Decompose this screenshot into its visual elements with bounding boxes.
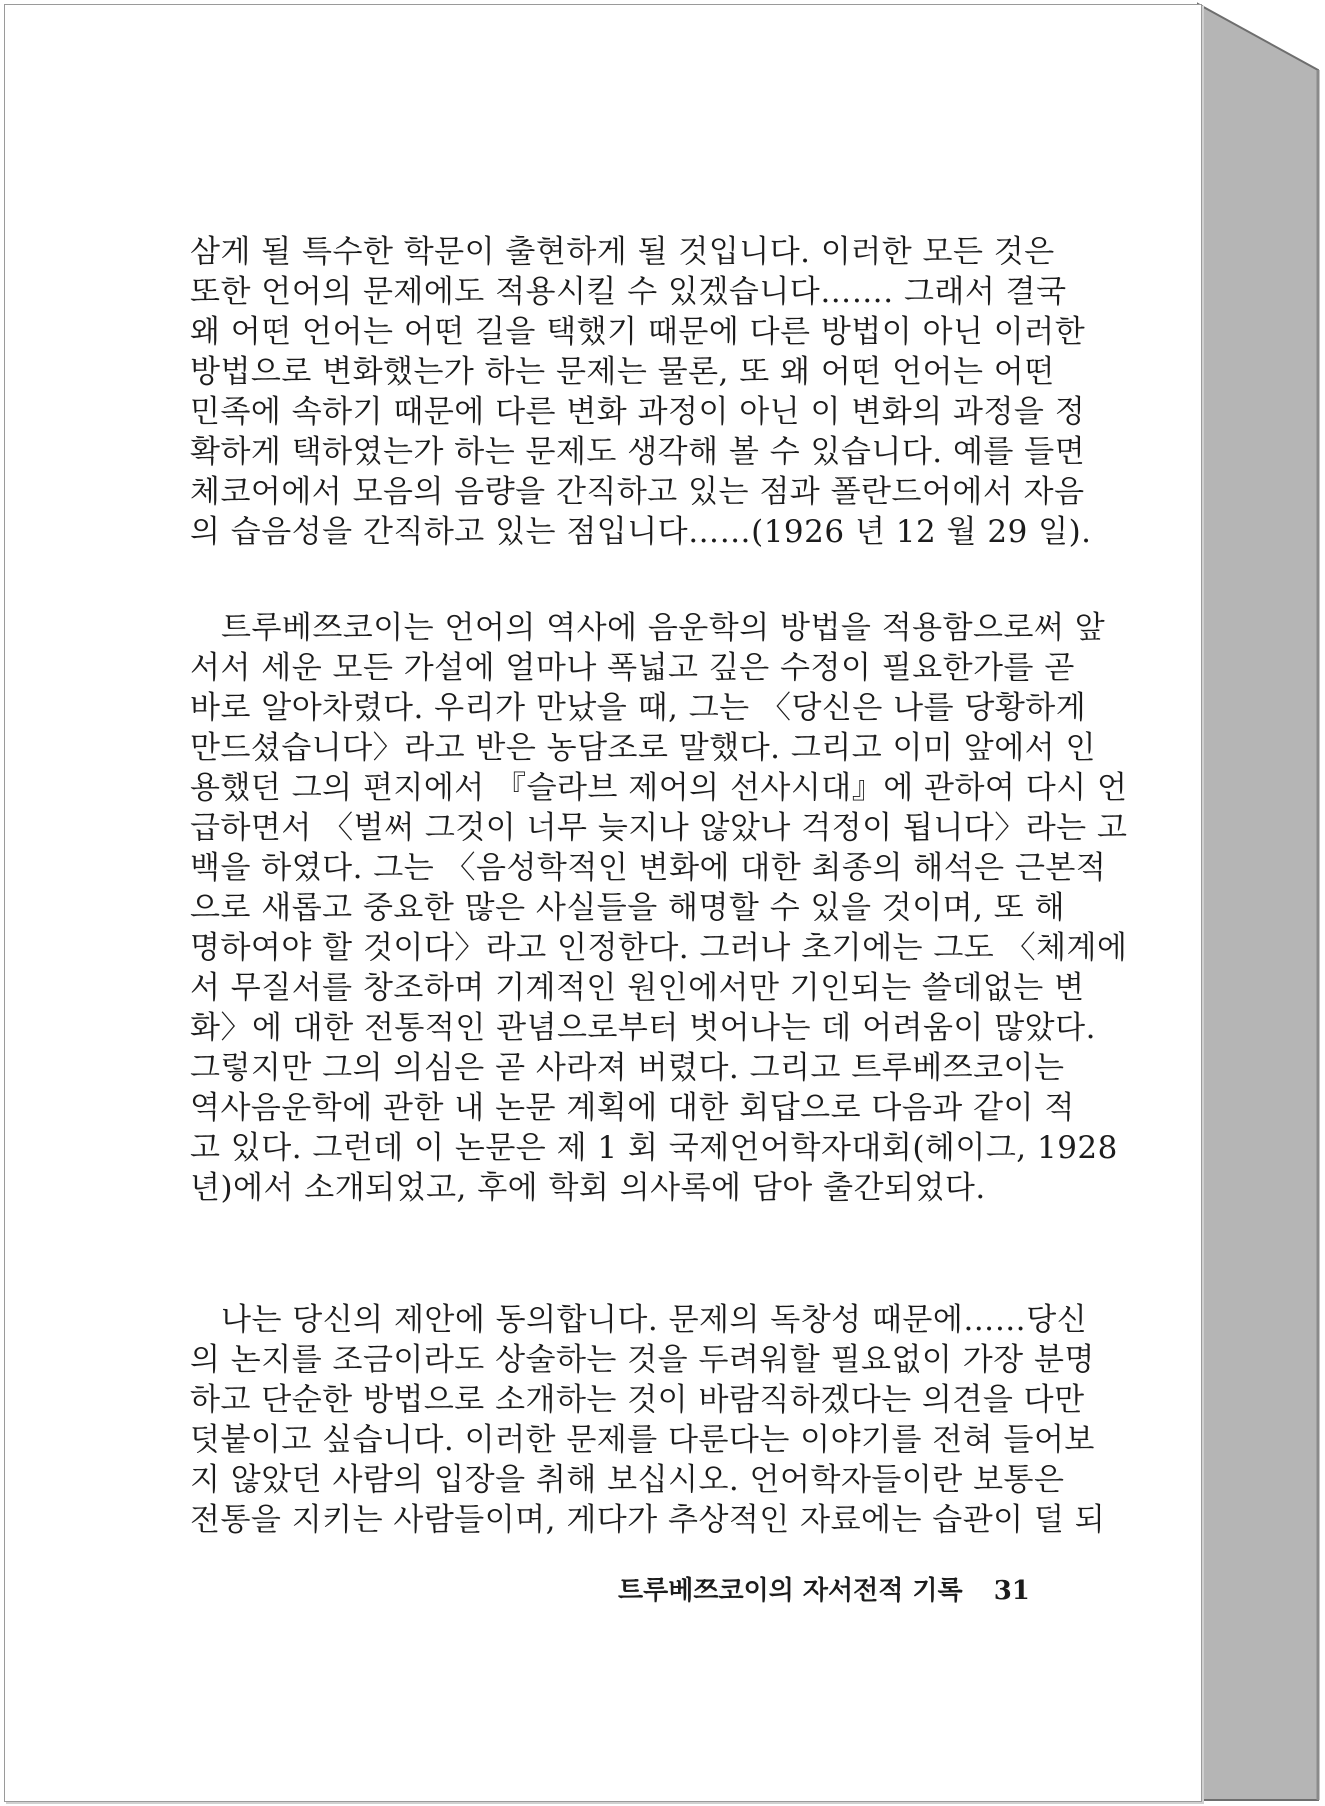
text-line: 트루베쯔코이는 언어의 역사에 음운학의 방법을 적용함으로써 앞 bbox=[221, 610, 1106, 646]
text-line: 바로 알아차렸다. 우리가 만났을 때, 그는 〈당신은 나를 당황하게 bbox=[190, 690, 1087, 726]
text-line: 의 습음성을 간직하고 있는 점입니다……(1926 년 12 월 29 일). bbox=[190, 514, 1092, 550]
paragraph-3 bbox=[190, 1300, 1106, 1540]
paragraph-2 bbox=[190, 608, 1128, 1208]
page-footer bbox=[618, 1570, 1030, 1607]
text-line: 서 무질서를 창조하며 기계적인 원인에서만 기인되는 쓸데없는 변 bbox=[190, 970, 1085, 1006]
text-line: 체코어에서 모음의 음량을 간직하고 있는 점과 폴란드어에서 자음 bbox=[190, 474, 1085, 510]
text-line: 나는 당신의 제안에 동의합니다. 문제의 독창성 때문에……당신 bbox=[221, 1302, 1088, 1338]
page-number: 31 bbox=[993, 1576, 1030, 1606]
text-line: 고 있다. 그런데 이 논문은 제 1 회 국제언어학자대회(헤이그, 1928 bbox=[190, 1130, 1118, 1166]
text-line: 의 논지를 조금이라도 상술하는 것을 두려워할 필요없이 가장 분명 bbox=[190, 1342, 1095, 1378]
text-line: 백을 하였다. 그는 〈음성학적인 변화에 대한 최종의 해석은 근본적 bbox=[190, 850, 1107, 886]
text-line: 삼게 될 특수한 학문이 출현하게 될 것입니다. 이러한 모든 것은 bbox=[190, 234, 1055, 270]
text-line: 그렇지만 그의 의심은 곧 사라져 버렸다. 그리고 트루베쯔코이는 bbox=[190, 1050, 1065, 1086]
paragraph-1 bbox=[190, 232, 1092, 552]
text-line: 덧붙이고 싶습니다. 이러한 문제를 다룬다는 이야기를 전혀 들어보 bbox=[190, 1422, 1095, 1458]
text-line: 방법으로 변화했는가 하는 문제는 물론, 또 왜 어떤 언어는 어떤 bbox=[190, 354, 1055, 390]
text-line: 급하면서 〈벌써 그것이 너무 늦지나 않았나 걱정이 됩니다〉라는 고 bbox=[190, 810, 1128, 846]
text-line: 하고 단순한 방법으로 소개하는 것이 바람직하겠다는 의견을 다만 bbox=[190, 1382, 1085, 1418]
text-line: 왜 어떤 언어는 어떤 길을 택했기 때문에 다른 방법이 아닌 이러한 bbox=[190, 314, 1086, 350]
text-line: 지 않았던 사람의 입장을 취해 보십시오. 언어학자들이란 보통은 bbox=[190, 1462, 1065, 1498]
running-title: 트루베쯔코이의 자서전적 기록 bbox=[618, 1576, 963, 1606]
text-line: 또한 언어의 문제에도 적용시킬 수 있겠습니다……. 그래서 결국 bbox=[190, 274, 1067, 310]
text-line: 화〉에 대한 전통적인 관념으로부터 벗어나는 데 어려움이 많았다. bbox=[190, 1010, 1096, 1046]
text-line: 확하게 택하였는가 하는 문제도 생각해 볼 수 있습니다. 예를 들면 bbox=[190, 434, 1086, 470]
text-line: 역사음운학에 관한 내 논문 계획에 대한 회답으로 다음과 같이 적 bbox=[190, 1090, 1075, 1126]
text-line: 으로 새롭고 중요한 많은 사실들을 해명할 수 있을 것이며, 또 해 bbox=[190, 890, 1066, 926]
text-line: 용했던 그의 편지에서 『슬라브 제어의 선사시대』에 관하여 다시 언 bbox=[190, 770, 1128, 806]
text-line: 년)에서 소개되었고, 후에 학회 의사록에 담아 출간되었다. bbox=[190, 1170, 986, 1206]
text-line: 전통을 지키는 사람들이며, 게다가 추상적인 자료에는 습관이 덜 되 bbox=[190, 1502, 1106, 1538]
text-line: 명하여야 할 것이다〉라고 인정한다. 그러나 초기에는 그도 〈체계에 bbox=[190, 930, 1128, 966]
text-line: 민족에 속하기 때문에 다른 변화 과정이 아닌 이 변화의 과정을 정 bbox=[190, 394, 1086, 430]
text-line: 만드셨습니다〉라고 반은 농담조로 말했다. 그리고 이미 앞에서 인 bbox=[190, 730, 1096, 766]
text-line: 서서 세운 모든 가설에 얼마나 폭넓고 깊은 수정이 필요한가를 곧 bbox=[190, 650, 1075, 686]
